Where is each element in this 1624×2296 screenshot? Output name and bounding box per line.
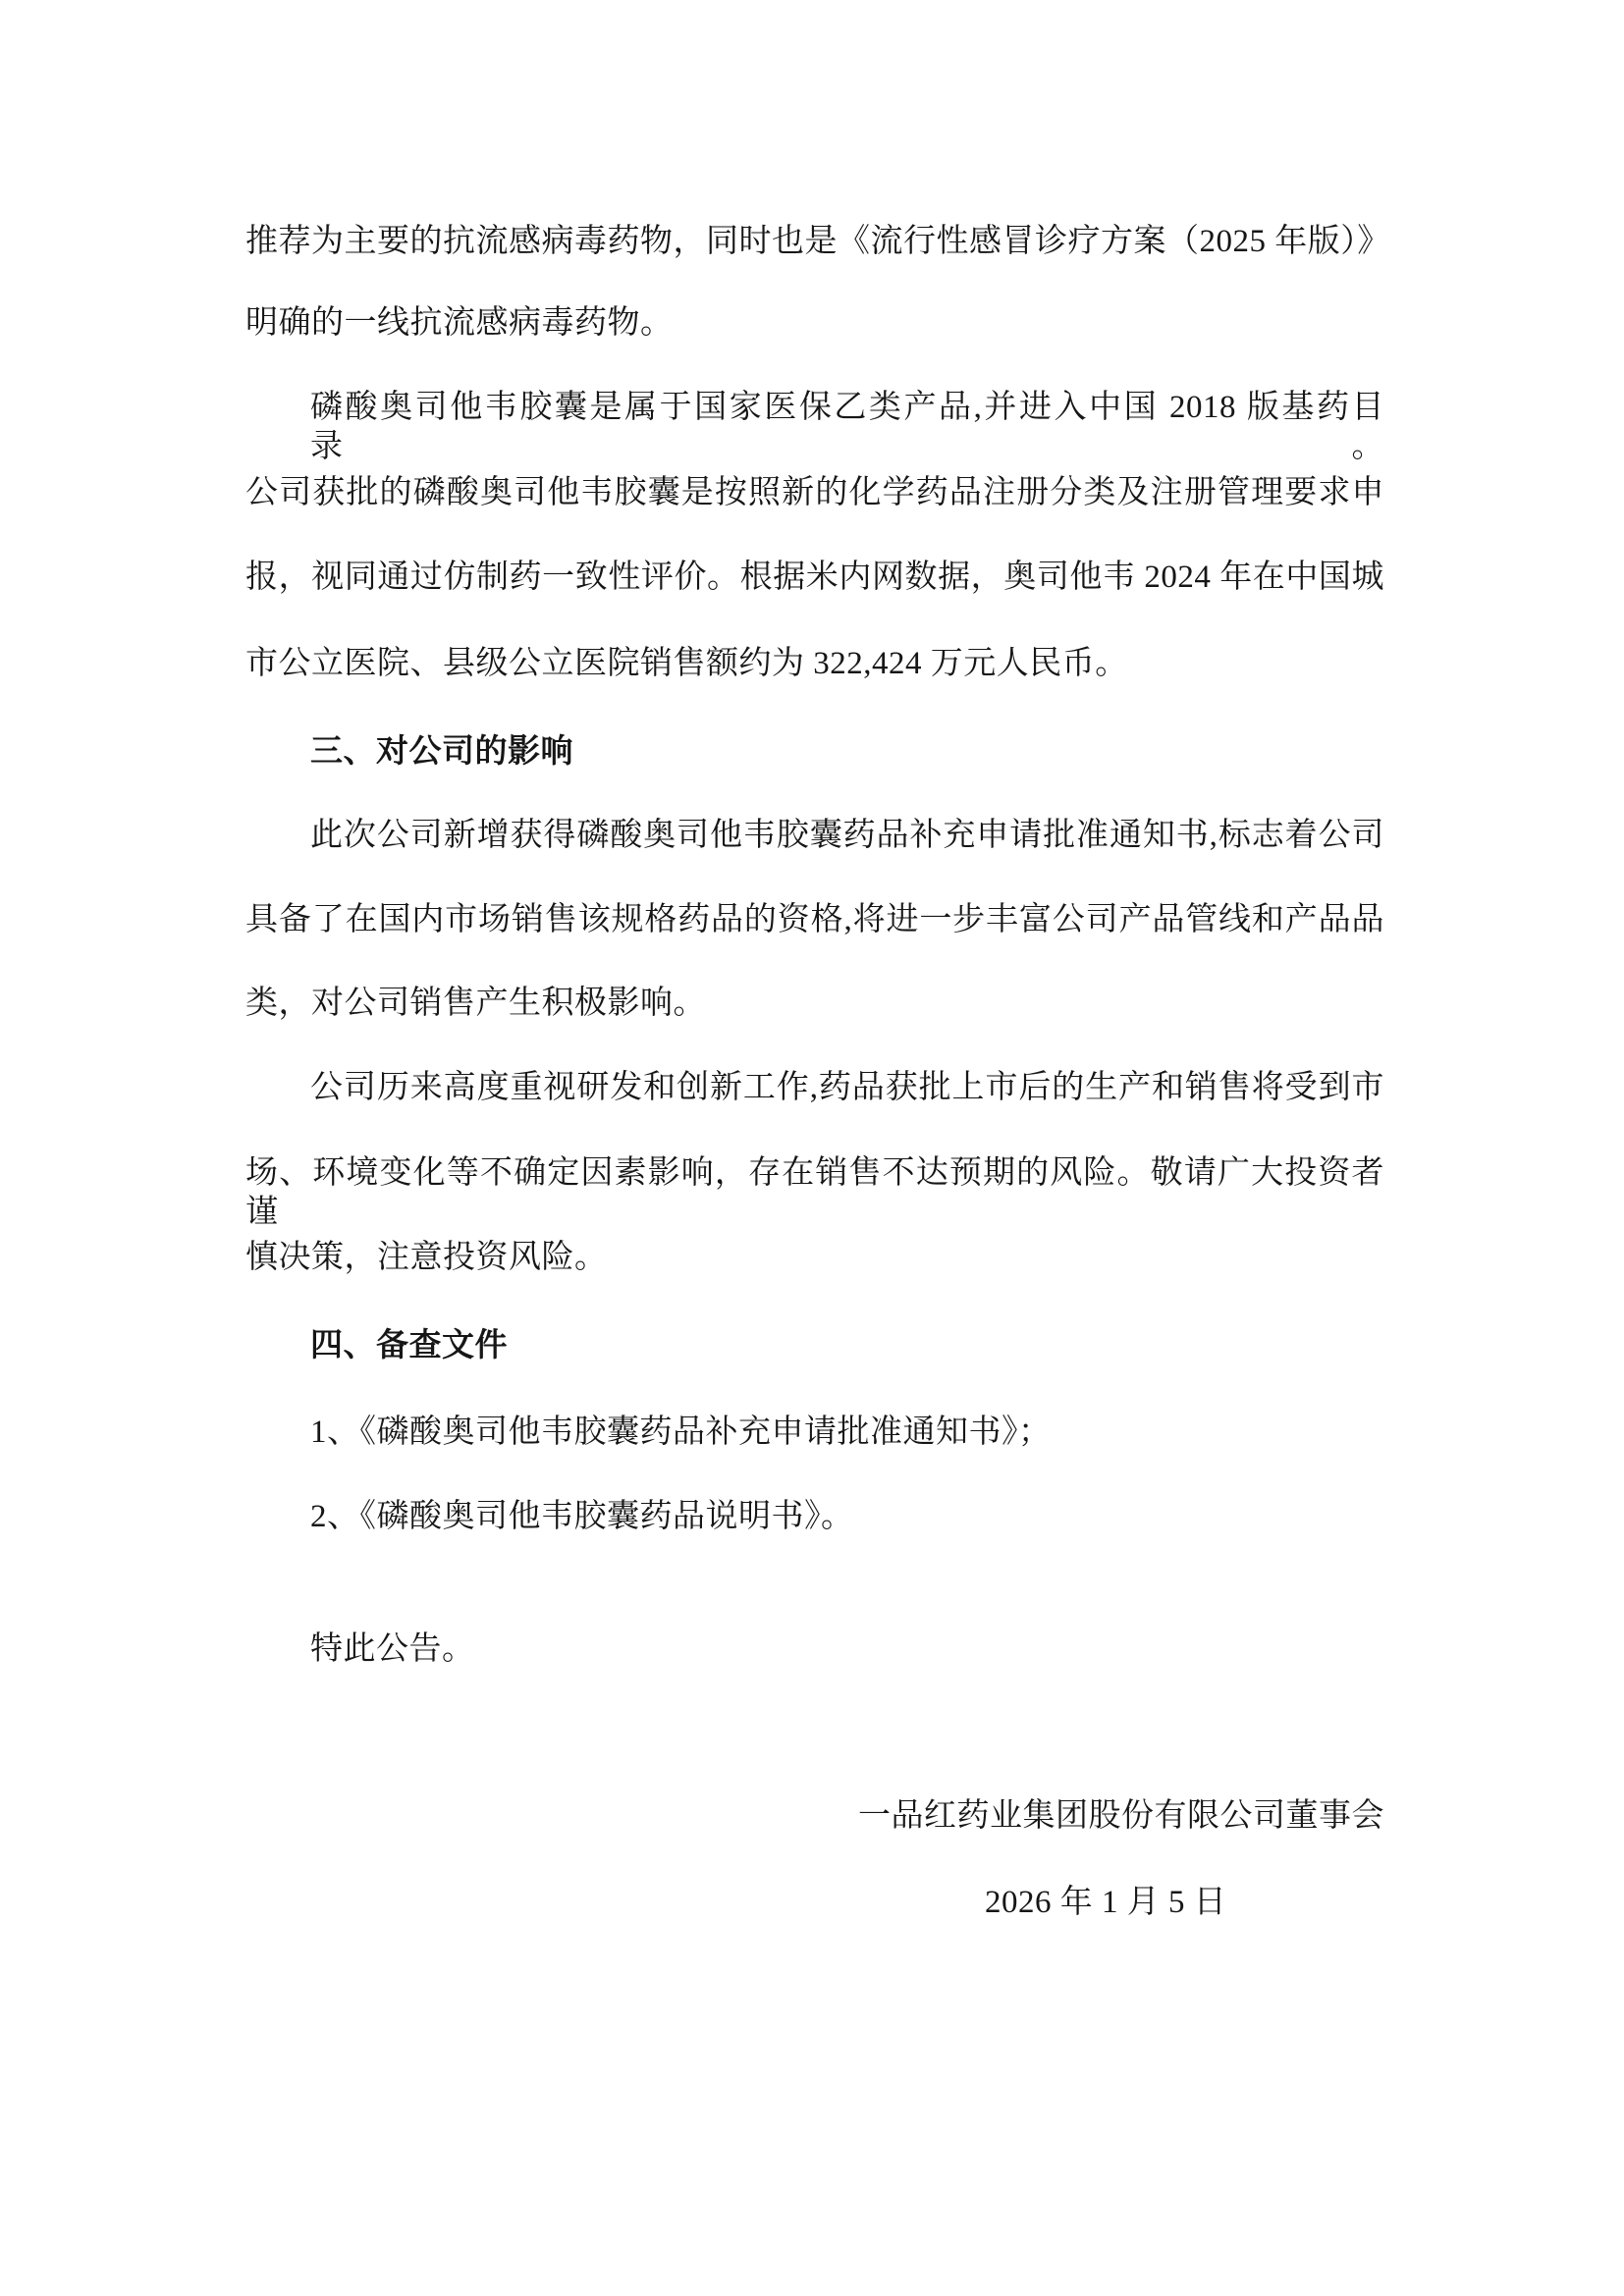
paragraph-start-line: 磷酸奥司他韦胶囊是属于国家医保乙类产品,并进入中国 2018 版基药目录。 <box>310 390 1384 464</box>
body-line-continuation: 推荐为主要的抗流感病毒药物，同时也是《流行性感冒诊疗方案（2025 年版）》 <box>245 224 1390 259</box>
paragraph-start-line: 此次公司新增获得磷酸奥司他韦胶囊药品补充申请批准通知书,标志着公司 <box>310 818 1384 853</box>
paragraph-start-line: 公司历来高度重视研发和创新工作,药品获批上市后的生产和销售将受到市 <box>310 1070 1384 1105</box>
body-line: 报，视同通过仿制药一致性评价。根据米内网数据，奥司他韦 2024 年在中国城 <box>245 560 1384 595</box>
section-heading-impact: 三、对公司的影响 <box>310 734 573 770</box>
list-item-2: 2、《磷酸奥司他韦胶囊药品说明书》。 <box>310 1499 854 1534</box>
section-heading-reference-documents: 四、备查文件 <box>310 1328 508 1363</box>
body-line: 场、环境变化等不确定因素影响，存在销售不达预期的风险。敬请广大投资者谨 <box>245 1155 1384 1230</box>
body-line: 市公立医院、县级公立医院销售额约为 322,424 万元人民币。 <box>245 646 1128 681</box>
signature-board-line: 一品红药业集团股份有限公司董事会 <box>858 1798 1384 1834</box>
body-line: 具备了在国内市场销售该规格药品的资格,将进一步丰富公司产品管线和产品品 <box>245 902 1384 937</box>
body-line: 明确的一线抗流感病毒药物。 <box>245 305 674 341</box>
list-item-1: 1、《磷酸奥司他韦胶囊药品补充申请批准通知书》； <box>310 1415 1052 1450</box>
body-line: 公司获批的磷酸奥司他韦胶囊是按照新的化学药品注册分类及注册管理要求申 <box>245 475 1384 510</box>
body-line: 慎决策，注意投资风险。 <box>245 1240 608 1275</box>
closing-statement: 特此公告。 <box>310 1631 475 1667</box>
announcement-date: 2026 年 1 月 5 日 <box>985 1885 1227 1920</box>
body-line: 类，对公司销售产生积极影响。 <box>245 986 706 1021</box>
